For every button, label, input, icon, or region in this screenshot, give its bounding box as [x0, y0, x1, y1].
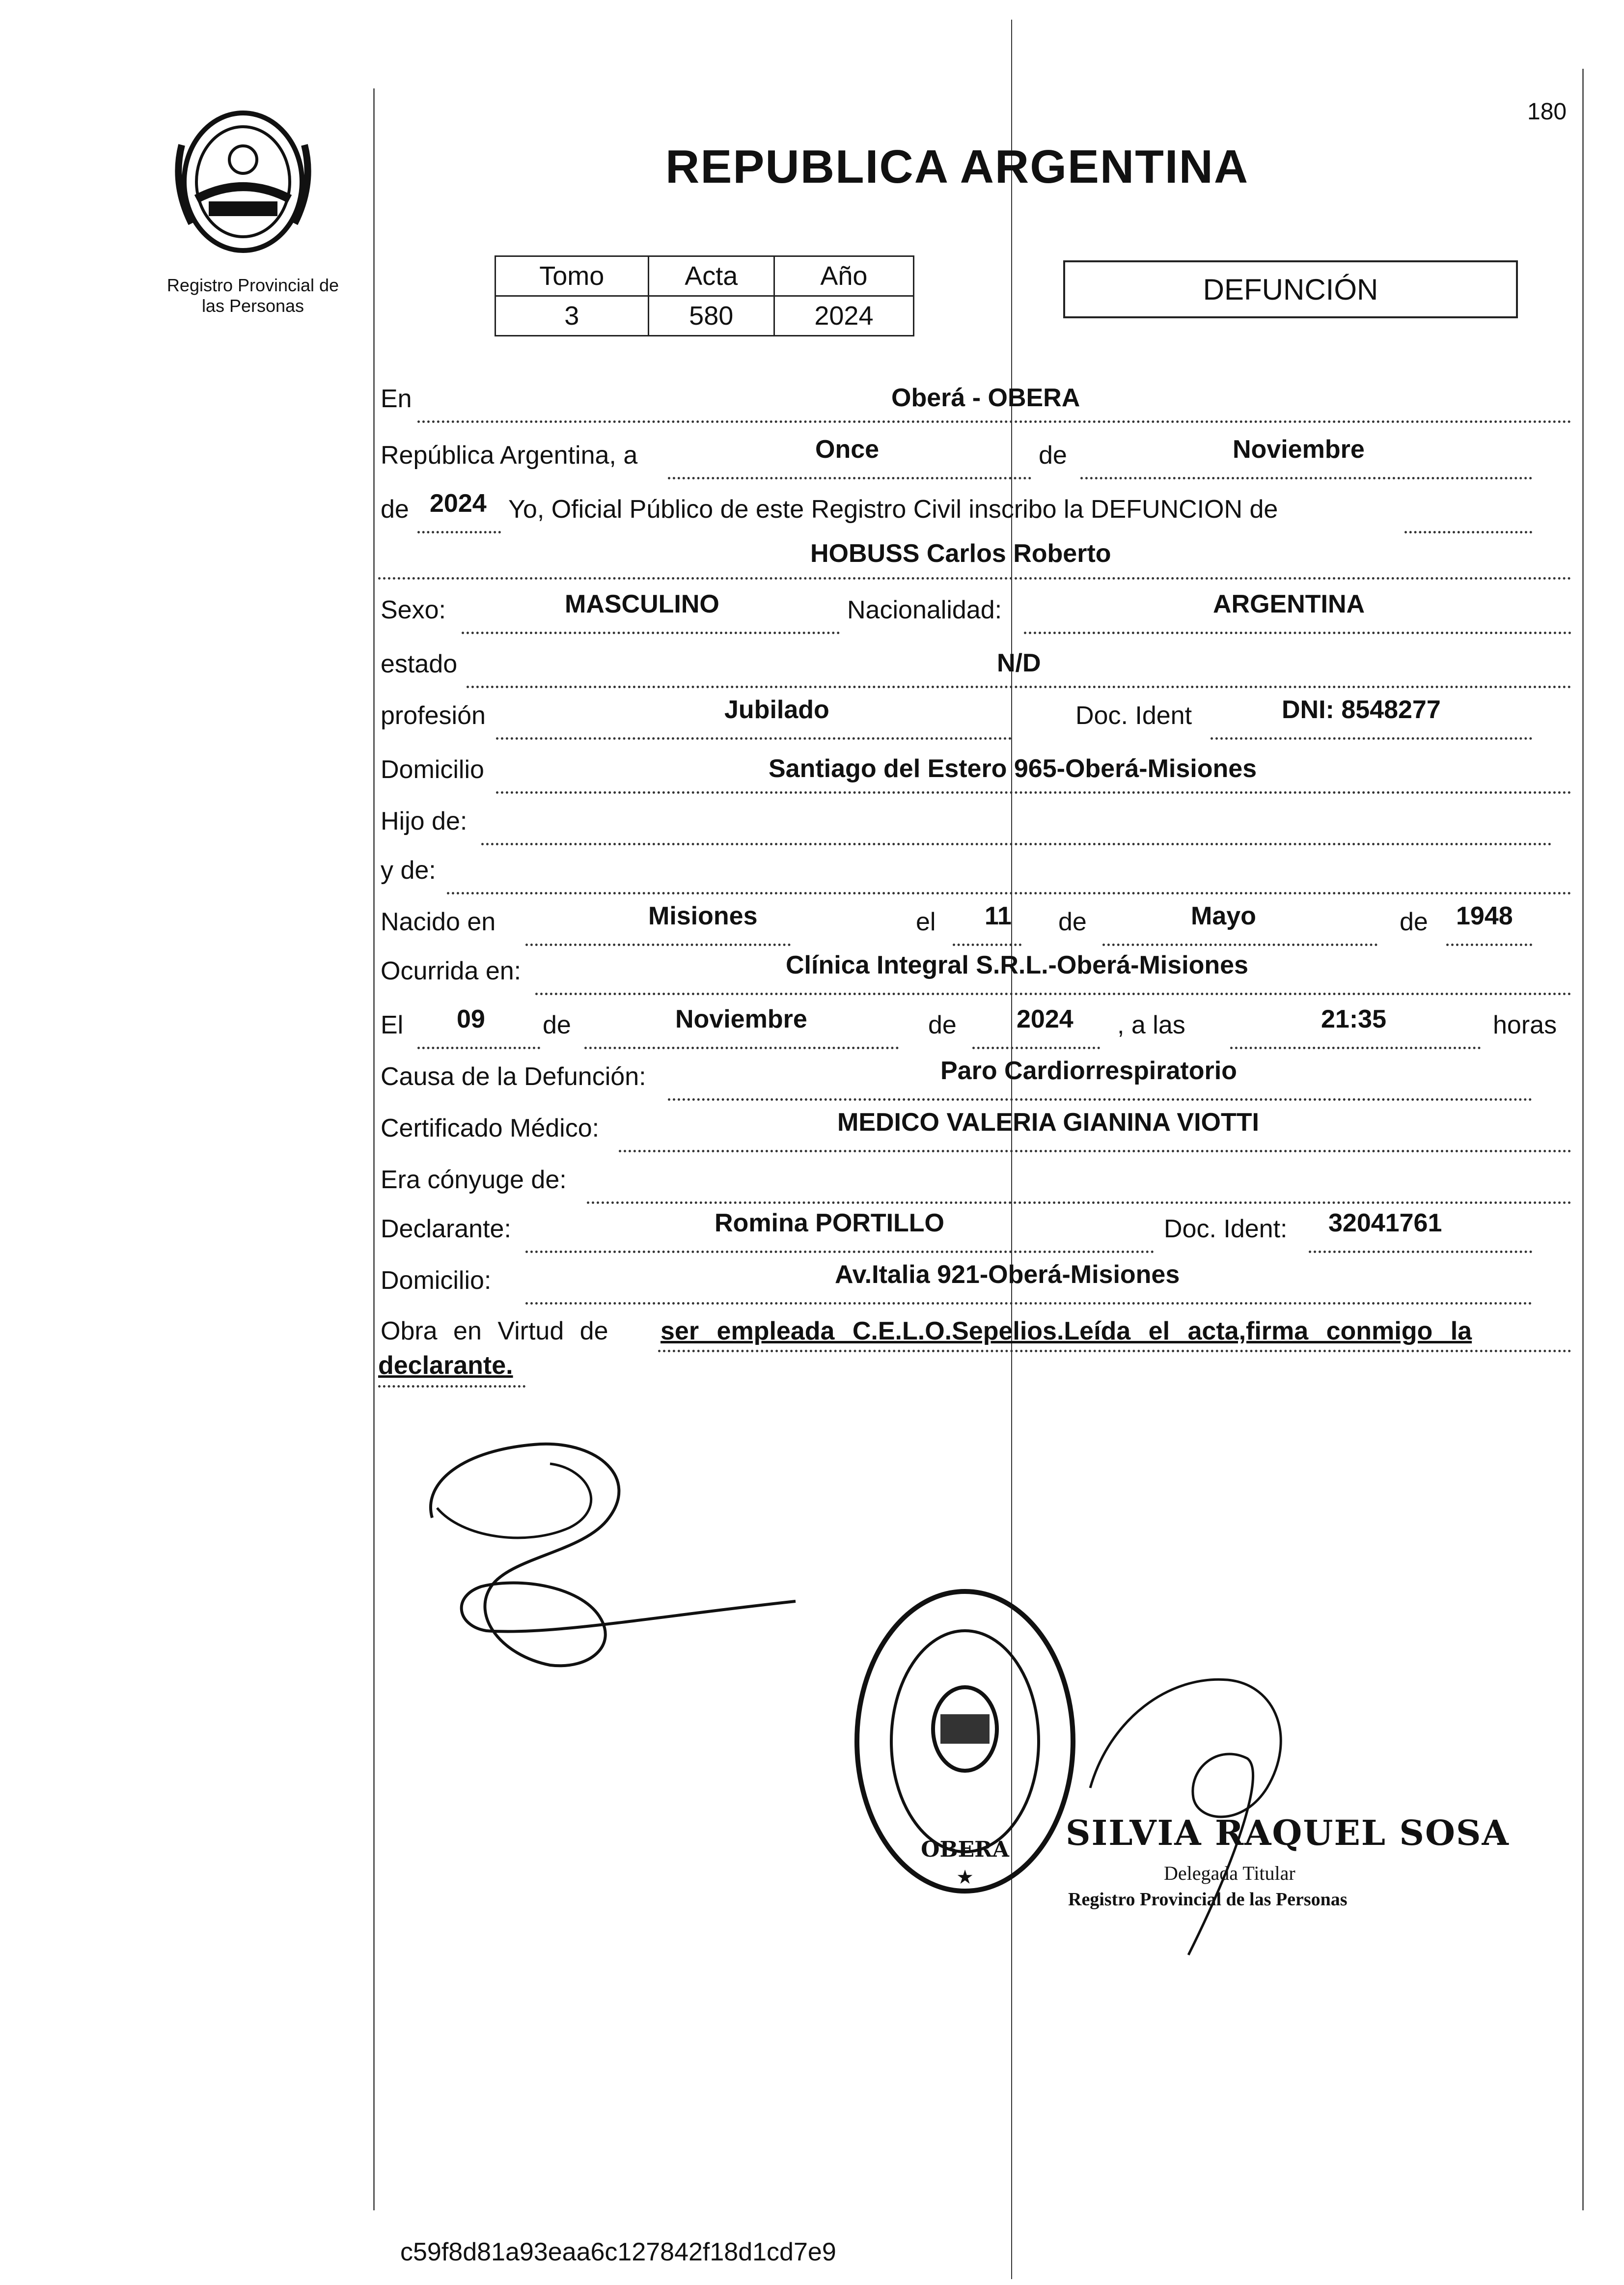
registry-caption-line-1: Registro Provincial de: [166, 275, 339, 295]
doc-label: Doc. Ident: [1075, 701, 1192, 730]
left-margin-line: [373, 88, 375, 2210]
profesion-row: [378, 695, 1571, 742]
officer-row: [378, 489, 1571, 536]
province-seal-graphic: [162, 101, 324, 263]
dotted-line: [1211, 737, 1532, 740]
registry-caption-line-2: las Personas: [201, 296, 304, 316]
dotted-line: [1080, 477, 1532, 479]
nacido-en-value: Misiones: [648, 902, 758, 930]
death-year-value: 2024: [1017, 1005, 1073, 1033]
page-number: 180: [1527, 99, 1567, 125]
dotted-line: [1309, 1251, 1532, 1253]
record-table-header-row: [495, 256, 914, 296]
deceased-name-row: [378, 538, 1571, 585]
officer-text: Yo, Oficial Público de este Registro Civil inscribo la DEFUNCION de: [508, 495, 1278, 524]
doc-value: DNI: 8548277: [1282, 696, 1441, 724]
birth-row: [378, 901, 1571, 948]
certificado-label: Certificado Médico:: [381, 1114, 600, 1142]
declarante-label: Declarante:: [381, 1215, 511, 1243]
y-de-label: y de:: [381, 856, 436, 885]
dotted-line: [1230, 1047, 1481, 1049]
birth-day-value: 11: [985, 902, 1012, 930]
dotted-line: [1024, 632, 1571, 634]
death-time-value: 21:35: [1321, 1005, 1386, 1033]
record-type-box: [1063, 260, 1518, 318]
document-hash: c59f8d81a93eaa6c127842f18d1cd7e9: [400, 2238, 836, 2266]
declarante-row: [378, 1208, 1571, 1255]
dotted-line: [417, 531, 501, 533]
death-day-value: 09: [457, 1005, 485, 1033]
conyuge-row: [378, 1159, 1571, 1206]
dotted-line: [584, 1047, 899, 1049]
en-label: En: [381, 385, 412, 413]
dotted-line: [447, 892, 1571, 894]
causa-row: [378, 1056, 1571, 1103]
domicilio-label: Domicilio: [381, 755, 484, 784]
deceased-name-value: HOBUSS Carlos Roberto: [810, 539, 1111, 568]
record-table-header: Acta: [648, 256, 774, 296]
death-month-value: Noviembre: [675, 1005, 807, 1033]
domicilio-declarante-row: [378, 1260, 1571, 1307]
domicilio2-label: Domicilio:: [381, 1266, 492, 1295]
dotted-line: [972, 1047, 1100, 1049]
estado-label: estado: [381, 650, 458, 678]
profesion-label: profesión: [381, 701, 486, 730]
obra-line-2: declarante.: [378, 1351, 513, 1380]
signature-stroke: [1090, 1679, 1281, 1955]
dotted-line: [481, 843, 1552, 845]
certificado-row: [378, 1108, 1571, 1155]
dotted-line: [1446, 944, 1532, 946]
death-date-row: [378, 1004, 1571, 1052]
y-de-row: [378, 850, 1571, 897]
de4-label: de: [1400, 908, 1428, 936]
profesion-value: Jubilado: [724, 696, 829, 724]
official-name: SILVIA RAQUEL SOSA: [1066, 1812, 1510, 1853]
hijo-label: Hijo de:: [381, 807, 468, 836]
dotted-line: [525, 1302, 1532, 1305]
estado-value: N/D: [997, 649, 1041, 677]
right-margin-line: [1582, 69, 1584, 2210]
dotted-line: [496, 737, 1012, 740]
dotted-line: [535, 993, 1571, 995]
record-table-header: Año: [774, 256, 913, 296]
record-type: DEFUNCIÓN: [1203, 273, 1378, 306]
record-table-value: 2024: [774, 296, 913, 336]
obra-line-1: ser empleada C.E.L.O.Sepelios.Leída el acta,firma conmigo la: [661, 1317, 1472, 1345]
dotted-line: [462, 632, 840, 634]
estado-row: [378, 643, 1571, 691]
birth-month-value: Mayo: [1191, 902, 1256, 930]
domicilio-row: [378, 749, 1571, 796]
el-label: el: [916, 908, 936, 936]
de5-label: de: [543, 1011, 571, 1039]
place-row: [378, 383, 1571, 430]
ocurrida-row: [378, 950, 1571, 998]
causa-label: Causa de la Defunción:: [381, 1062, 646, 1091]
dotted-line: [658, 1350, 1571, 1352]
de6-label: de: [928, 1011, 957, 1039]
declarante-doc-value: 32041761: [1328, 1209, 1442, 1237]
official-stamp: [850, 1582, 1080, 1901]
dotted-line: [953, 944, 1021, 946]
dotted-line: [378, 1385, 525, 1388]
nacionalidad-label: Nacionalidad:: [847, 596, 1002, 624]
official-stamp-graphic: [850, 1582, 1080, 1901]
horas-label: horas: [1493, 1011, 1557, 1039]
sexo-label: Sexo:: [381, 596, 446, 624]
official-signature: [1071, 1660, 1385, 1965]
dotted-line: [619, 1150, 1571, 1152]
stamp-star: ★: [956, 1867, 974, 1888]
official-role: Delegada Titular: [1164, 1862, 1295, 1884]
causa-value: Paro Cardiorrespiratorio: [940, 1057, 1237, 1085]
stamp-bottom-text: OBERA: [921, 1837, 1009, 1862]
ocurrida-value: Clínica Integral S.R.L.-Oberá-Misiones: [786, 951, 1248, 979]
conyuge-label: Era cónyuge de:: [381, 1166, 567, 1194]
ocurrida-label: Ocurrida en:: [381, 957, 522, 985]
signature-stroke: [431, 1444, 796, 1666]
dotted-line: [417, 420, 1571, 423]
record-table-header: Tomo: [495, 256, 649, 296]
record-table-value: 580: [648, 296, 774, 336]
certificado-value: MEDICO VALERIA GIANINA VIOTTI: [837, 1108, 1259, 1137]
republica-label: República Argentina, a: [381, 441, 638, 470]
signature-stroke: [437, 1464, 591, 1538]
nacido-label: Nacido en: [381, 908, 496, 936]
domicilio-declarante-value: Av.Italia 921-Oberá-Misiones: [835, 1260, 1180, 1289]
day-words-value: Once: [815, 435, 880, 464]
dotted-line: [417, 1047, 540, 1049]
dotted-line: [668, 1098, 1532, 1101]
year-value: 2024: [430, 489, 487, 518]
dotted-line: [496, 791, 1571, 794]
birth-year-value: 1948: [1456, 902, 1513, 930]
registry-caption: [147, 275, 358, 316]
dotted-line: [467, 686, 1571, 688]
dotted-line: [525, 944, 791, 946]
dotted-line: [1404, 531, 1532, 533]
dotted-line: [378, 577, 1571, 580]
declarante-signature: [403, 1439, 894, 1695]
dotted-line: [525, 1251, 1154, 1253]
dotted-line: [587, 1201, 1571, 1204]
date-row: [378, 435, 1571, 482]
sex-nationality-row: [378, 589, 1571, 637]
official-office: Registro Provincial de las Personas: [1068, 1889, 1348, 1910]
place-value: Oberá - OBERA: [891, 384, 1080, 412]
month-value: Noviembre: [1233, 435, 1365, 464]
de-label: de: [1039, 441, 1067, 470]
declarante-value: Romina PORTILLO: [715, 1209, 944, 1237]
de2-label: de: [381, 495, 409, 524]
domicilio-value: Santiago del Estero 965-Oberá-Misiones: [769, 754, 1257, 783]
record-table: [495, 255, 914, 336]
dotted-line: [668, 477, 1031, 479]
record-table-value: 3: [495, 296, 649, 336]
el2-label: El: [381, 1011, 404, 1039]
record-table-value-row: [495, 296, 914, 336]
dotted-line: [1102, 944, 1377, 946]
hijo-row: [378, 801, 1571, 848]
doc2-label: Doc. Ident:: [1164, 1215, 1288, 1243]
sexo-value: MASCULINO: [565, 590, 719, 618]
alas-label: , a las: [1117, 1011, 1185, 1039]
province-seal: [162, 101, 324, 263]
nacionalidad-value: ARGENTINA: [1213, 590, 1365, 618]
de3-label: de: [1058, 908, 1087, 936]
obra-row: [378, 1311, 1571, 1390]
obra-label: Obra en Virtud de: [381, 1317, 608, 1345]
page-title: REPUBLICA ARGENTINA: [665, 140, 1249, 193]
